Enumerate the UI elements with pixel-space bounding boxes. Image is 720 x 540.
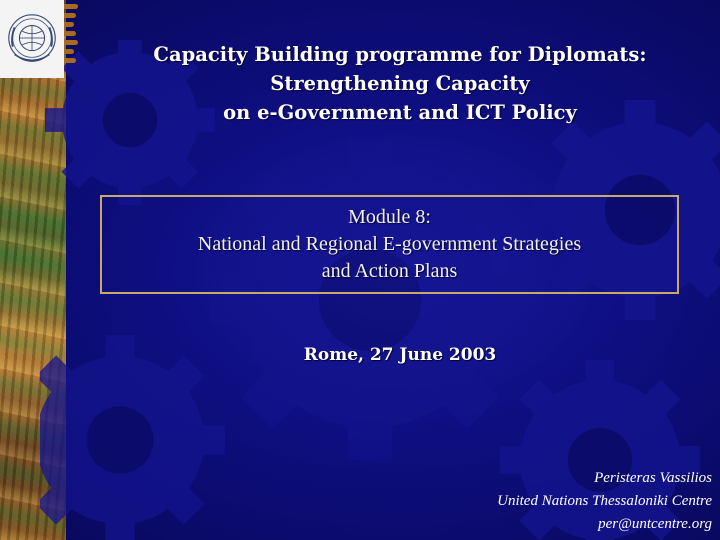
module-line: National and Regional E-government Strategies: [197, 233, 582, 255]
module-line: and Action Plans: [321, 260, 458, 282]
author-organization: United Nations Thessaloniki Centre: [497, 493, 712, 509]
title-line: Strengthening Capacity: [270, 72, 530, 95]
title-line: on e-Government and ICT Policy: [223, 101, 577, 124]
module-line: Module 8:: [348, 206, 431, 228]
slide-title: [100, 40, 700, 127]
author-name: Peristeras Vassilios: [594, 470, 712, 486]
author-block: [497, 467, 712, 536]
author-email[interactable]: per@untcentre.org: [598, 516, 712, 532]
decorative-bars: [64, 0, 78, 70]
title-line: Capacity Building programme for Diplomats:: [153, 43, 647, 66]
module-box: [100, 195, 679, 294]
un-emblem-icon: [0, 0, 64, 78]
presentation-date: Rome, 27 June 2003: [303, 345, 497, 365]
